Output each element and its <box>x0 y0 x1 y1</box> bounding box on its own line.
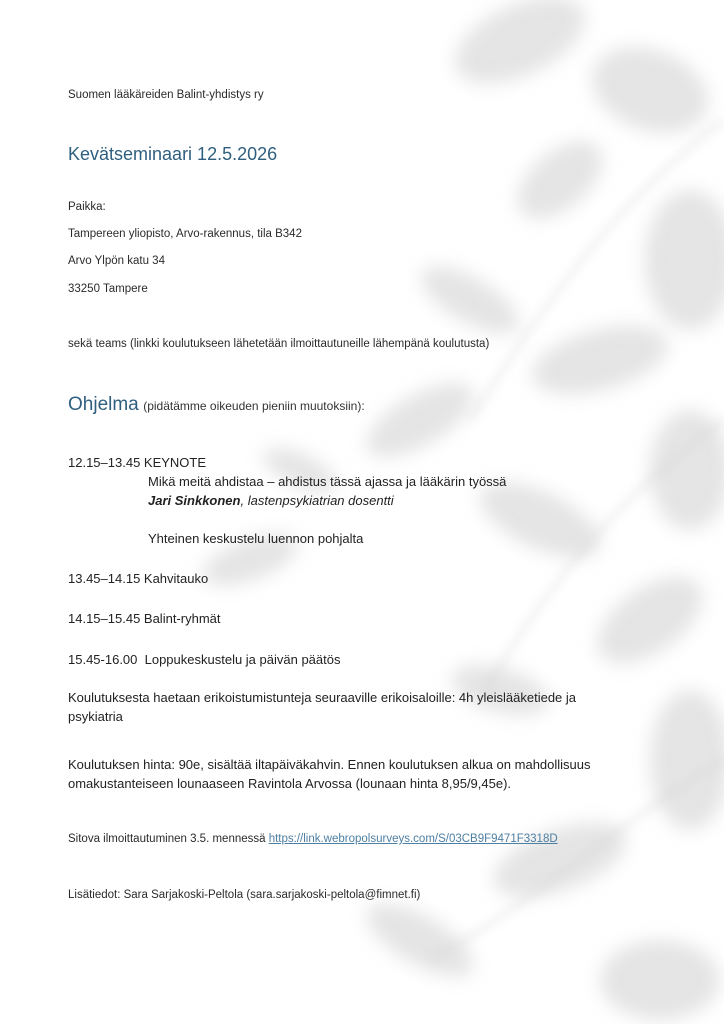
credits-line: psykiatria <box>68 709 123 724</box>
keynote-talk: Mikä meitä ahdistaa – ahdistus tässä ajassa ja lääkärin työssä <box>148 474 507 489</box>
location-line: 33250 Tampere <box>68 283 148 295</box>
keynote-time-title: 12.15–13.45 KEYNOTE <box>68 455 207 470</box>
keynote-discussion: Yhteinen keskustelu luennon pohjalta <box>148 531 364 546</box>
teams-note: sekä teams (linkki koulutukseen lähetetään ilmoittautuneille lähempänä koulutusta) <box>68 338 490 350</box>
program-heading-row <box>68 394 365 416</box>
program-item: 14.15–15.45 Balint-ryhmät <box>68 611 221 626</box>
program-note: (pidätämme oikeuden pieniin muutoksiin): <box>143 399 365 413</box>
registration-row <box>68 833 558 845</box>
location-line: Tampereen yliopisto, Arvo-rakennus, tila B342 <box>68 228 302 240</box>
contact-info: Lisätiedot: Sara Sarjakoski-Peltola (sara.sarjakoski-peltola@fimnet.fi) <box>68 889 421 901</box>
location-label: Paikka: <box>68 201 106 213</box>
program-item: 15.45-16.00 Loppukeskustelu ja päivän päätös <box>68 652 341 667</box>
credits-line: Koulutuksesta haetaan erikoistumistunteja seuraaville erikoisaloille: 4h yleislääketiede ja <box>68 690 577 705</box>
speaker-name: Jari Sinkkonen <box>148 493 241 508</box>
location-line: Arvo Ylpön katu 34 <box>68 255 165 267</box>
program-heading: Ohjelma <box>68 394 139 415</box>
registration-link[interactable]: https://link.webropolsurveys.com/S/03CB9F9471F3318D <box>268 833 558 845</box>
speaker-role: , lastenpsykiatrian dosentti <box>240 493 394 508</box>
program-item: 13.45–14.15 Kahvitauko <box>68 571 209 586</box>
registration-text: Sitova ilmoittautuminen 3.5. mennessä <box>68 833 269 845</box>
organization-name: Suomen lääkäreiden Balint-yhdistys ry <box>68 89 264 101</box>
price-line: omakustanteiseen lounaaseen Ravintola Arvossa (lounaan hinta 8,95/9,45e). <box>68 776 512 791</box>
price-line: Koulutuksen hinta: 90e, sisältää iltapäiväkahvin. Ennen koulutuksen alkua on mahdollisuus <box>68 757 591 772</box>
keynote-speaker <box>148 493 394 508</box>
seminar-title: Kevätseminaari 12.5.2026 <box>68 144 278 164</box>
